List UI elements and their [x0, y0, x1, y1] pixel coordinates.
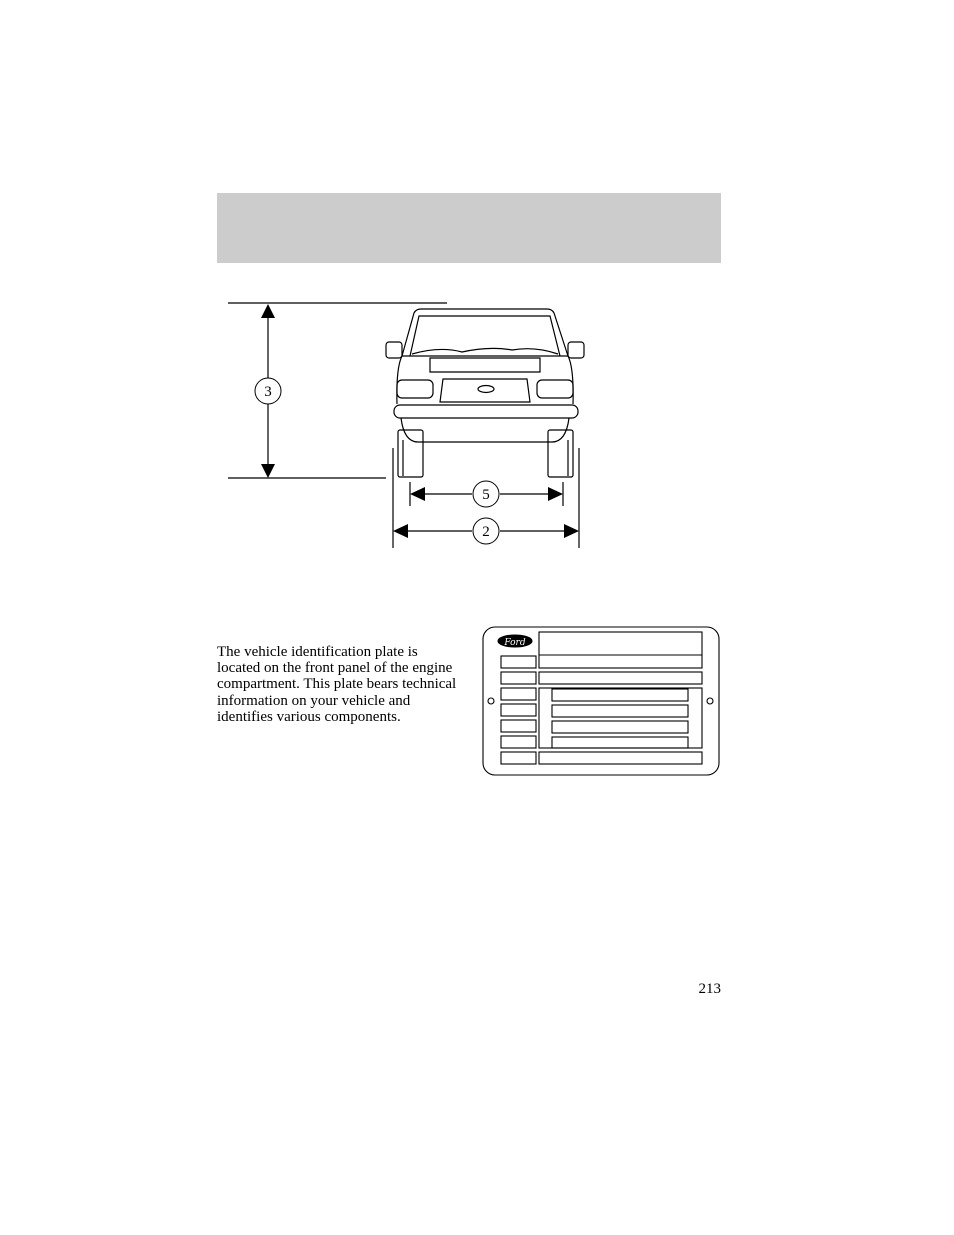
- arrowhead-left-icon: [393, 524, 408, 538]
- arrowhead-up-icon: [261, 304, 275, 318]
- ford-logo-text: Ford: [504, 638, 526, 648]
- ford-oval-emblem: [478, 386, 494, 393]
- arrowhead-right-icon: [548, 487, 563, 501]
- callout-height-label: 3: [264, 384, 272, 400]
- callout-height: [255, 378, 281, 404]
- plate-description-paragraph: The vehicle identification plate is located on the front panel of the engine compartment. This plate bears technical information on your vehicle and identifies various components.: [217, 644, 457, 725]
- arrowhead-down-icon: [261, 464, 275, 478]
- page-number: 213: [698, 981, 721, 997]
- callout-track-label: 5: [482, 487, 490, 503]
- arrowhead-right-icon: [564, 524, 579, 538]
- callout-track: [473, 481, 499, 507]
- arrowhead-left-icon: [410, 487, 425, 501]
- vehicle-identification-plate: [483, 627, 719, 775]
- callout-width-label: 2: [482, 524, 490, 540]
- callout-width: [473, 518, 499, 544]
